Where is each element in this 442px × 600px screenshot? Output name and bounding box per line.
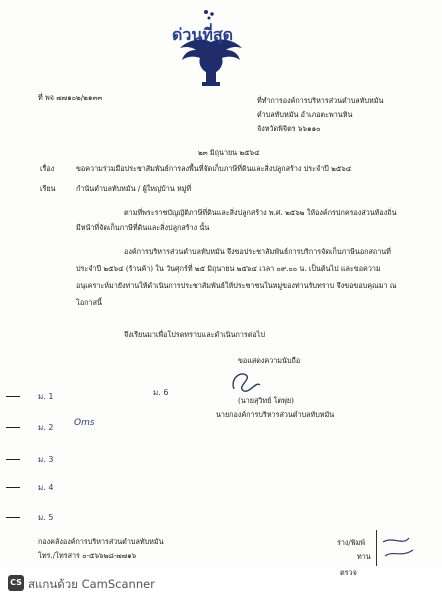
village-4: ม. 4 — [38, 483, 54, 492]
body-2-line-3: อนุเคราะห์มายังท่านให้ดำเนินการประชาสัมพันธ์ให้ประชาชนในหมู่ของท่านรับทราบ จึงขอขอบคุณมา ณ — [76, 281, 397, 290]
body-2-line-1: องค์การบริหารส่วนตำบลทับหมัน จึงขอประชาสัมพันธ์การบริการจัดเก็บภาษีนอกสถานที่ — [124, 247, 391, 256]
signer-name: (นายสุวิทย์ โตพุ่ย) — [238, 396, 294, 405]
list-dash-4 — [6, 487, 20, 488]
letter-date: ๒๓ มิถุนายน ๒๕๖๔ — [198, 148, 260, 157]
body-2-line-2: ประจำปี ๒๕๖๔ (ร้านค้า) ใน วันศุกร์ที่ ๒๕ มิถุนายน ๒๕๖๔ เวลา ๐๙.๐๐ น. เป็นต้นไป และขอความ — [76, 264, 381, 273]
sender-address-line-3: จังหวัดพิจิตร ๖๖๑๑๐ — [257, 124, 321, 133]
body-1-line-2: มีหน้าที่จัดเก็บภาษีที่ดินและสิ่งปลูกสร้าง นั้น — [76, 223, 210, 232]
regards-line: ขอแสดงความนับถือ — [238, 356, 301, 365]
village-2: ม. 2 — [38, 423, 54, 432]
stamp-initials-mark — [379, 532, 419, 566]
initials-stamp — [337, 530, 437, 566]
list-dash-3 — [6, 459, 20, 460]
village-6: ม. 6 — [153, 388, 169, 397]
stamp-row-review: ทาน — [357, 552, 371, 561]
sender-address-line-1: ที่ทำการองค์การบริหารส่วนตำบลทับหมัน — [257, 96, 384, 105]
stamp-row-check: ตรวจ — [340, 568, 357, 577]
signature-mark — [226, 367, 266, 397]
list-dash-5 — [6, 517, 20, 518]
signer-title: นายกองค์การบริหารส่วนตำบลทับหมัน — [216, 410, 335, 419]
village-5: ม. 5 — [38, 513, 54, 522]
village-3: ม. 3 — [38, 455, 54, 464]
closing-line: จึงเรียนมาเพื่อโปรดทราบและดำเนินการต่อไป — [124, 330, 265, 339]
body-2-line-4: โอกาสนี้ — [76, 298, 102, 307]
stamp-row-draft: ร่าง/พิมพ์ — [337, 538, 366, 547]
phone-line: โทร./โทรสาร ๐-๕๖๖๒๘-๗๗๑๖ — [38, 551, 137, 560]
urgent-label: ด่วนที่สุด — [172, 25, 234, 44]
village-1: ม. 1 — [38, 392, 54, 401]
to-text: กำนันตำบลทับหมัน / ผู้ใหญ่บ้าน หมู่ที่ — [76, 184, 192, 193]
to-label: เรียน — [40, 184, 56, 193]
garuda-emblem — [176, 8, 246, 90]
body-1-line-1: ตามที่พระราชบัญญัติภาษีที่ดินและสิ่งปลูกสร้าง พ.ศ. ๒๕๖๒ ให้องค์กรปกครองส่วนท้องถิ่น — [124, 208, 397, 217]
subject-text: ขอความร่วมมือประชาสัมพันธ์การลงพื้นที่จัดเก็บภาษีที่ดินและสิ่งปลูกสร้าง ประจำปี ๒๕๖๔ — [76, 164, 352, 173]
list-dash-1 — [6, 396, 20, 397]
letter-number: ที่ พจ ๗๗๑๐๒/๒๑๓๓ — [38, 93, 103, 102]
sender-address-line-2: ตำบลทับหมัน อำเภอตะพานหิน — [257, 110, 353, 119]
village-2-signature: Oms — [74, 418, 95, 428]
department-line: กองคลังองค์การบริหารส่วนตำบลทับหมัน — [38, 537, 164, 546]
garuda-icon — [176, 8, 246, 90]
subject-label: เรื่อง — [40, 164, 55, 173]
camscanner-watermark: สแกนด้วย CamScanner — [28, 577, 155, 591]
camscanner-logo-icon: CS — [8, 575, 24, 591]
list-dash-2 — [6, 427, 20, 428]
